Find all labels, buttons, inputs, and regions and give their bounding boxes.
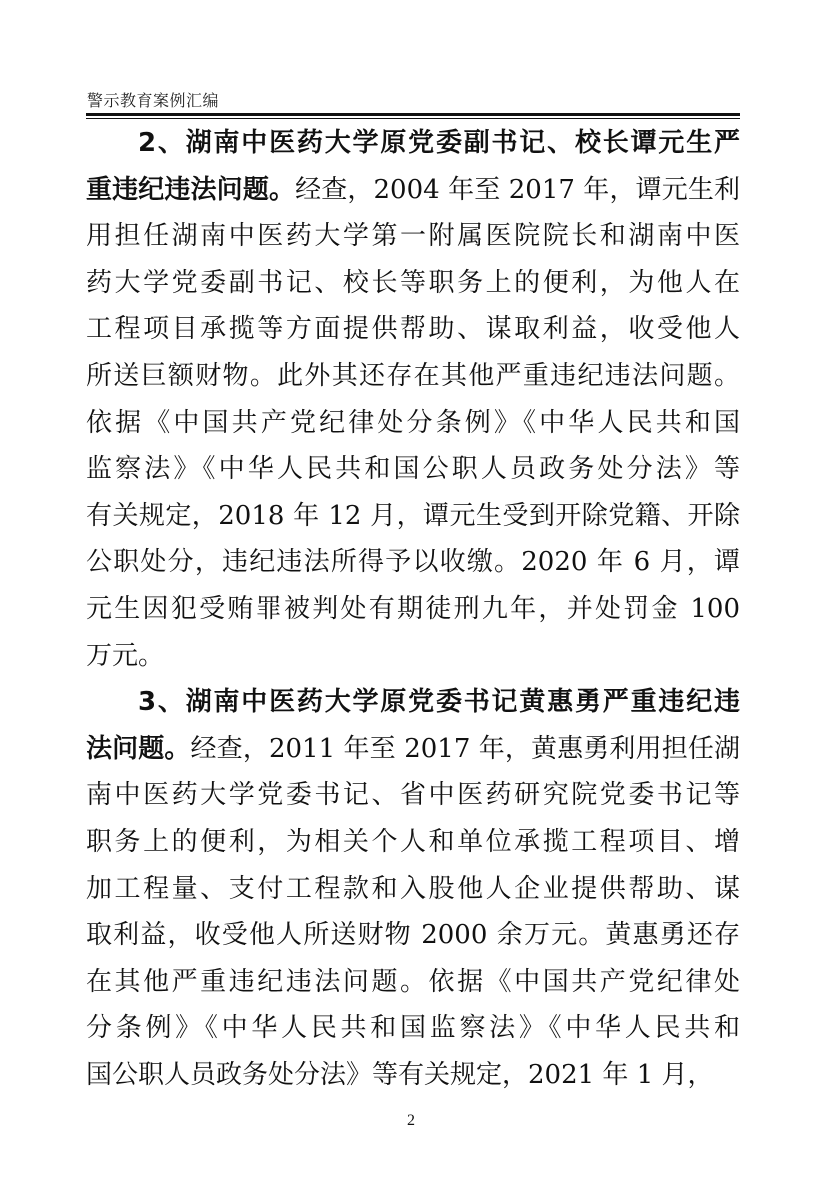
text-line: [86, 586, 740, 633]
line-text: 依据《中国共产党纪律处分条例》《中华人民共和国: [86, 407, 740, 438]
line-text: 所送巨额财物。此外其还存在其他严重违纪违法问题。: [86, 360, 740, 391]
line-text: 在其他严重违纪违法问题。依据《中国共产党纪律处: [86, 966, 740, 997]
line-text: 工程项目承揽等方面提供帮助、谋取利益，收受他人: [86, 314, 740, 345]
text-line: [86, 353, 740, 400]
text-line: [86, 866, 740, 913]
text-line: [86, 213, 740, 260]
line-text: 经查，2011 年至 2017 年，黄惠勇利用担任湖: [190, 733, 740, 764]
line-text: 国公职人员政务处分法》等有关规定，2021 年 1 月，: [86, 1059, 714, 1090]
line-text: 药大学党委副书记、校长等职务上的便利，为他人在: [86, 267, 740, 298]
text-line: [86, 679, 740, 726]
page-header: [86, 86, 740, 112]
text-line: [86, 633, 740, 680]
line-text: 南中医药大学党委书记、省中医药研究院党委书记等: [86, 780, 740, 811]
header-rule-thin: [86, 118, 740, 119]
text-line: [86, 539, 740, 586]
text-line: [86, 1052, 740, 1099]
line-text: 元生因犯受贿罪被判处有期徒刑九年，并处罚金 100: [86, 593, 740, 624]
line-text: 职务上的便利，为相关个人和单位承揽工程项目、增: [86, 826, 740, 857]
text-line: [86, 120, 740, 167]
document-body: [86, 120, 740, 1098]
text-line: [86, 1005, 740, 1052]
text-line: [86, 959, 740, 1006]
text-line: [86, 493, 740, 540]
text-line: [86, 819, 740, 866]
document-title: 警示教育案例汇编: [87, 91, 220, 110]
line-text: 监察法》《中华人民共和国公职人员政务处分法》等: [86, 454, 740, 485]
text-line: [86, 260, 740, 307]
text-line: [86, 400, 740, 447]
case-heading: 3、湖南中医药大学原党委书记黄惠勇严重违纪违: [138, 687, 740, 718]
line-text: 万元。: [86, 640, 165, 671]
text-line: [86, 167, 740, 214]
text-line: [86, 306, 740, 353]
text-line: [86, 726, 740, 773]
text-line: [86, 912, 740, 959]
case-heading: 2、湖南中医药大学原党委副书记、校长谭元生严: [138, 128, 740, 158]
line-text: 取利益，收受他人所送财物 2000 余万元。黄惠勇还存: [86, 920, 740, 951]
line-text: 公职处分，违纪违法所得予以收缴。2020 年 6 月，谭: [86, 547, 740, 578]
page-number: 2: [407, 1112, 415, 1129]
header-rule-thick: [86, 113, 740, 116]
line-text: 有关规定，2018 年 12 月，谭元生受到开除党籍、开除: [86, 500, 740, 531]
case-section-3: [86, 679, 740, 1098]
line-text: 分条例》《中华人民共和国监察法》《中华人民共和: [86, 1013, 740, 1044]
case-heading: 法问题。: [86, 733, 191, 764]
text-line: [86, 446, 740, 493]
case-section-2: [86, 120, 740, 679]
line-text: 用担任湖南中医药大学第一附属医院院长和湖南中医: [86, 221, 740, 252]
text-line: [86, 772, 740, 819]
line-text: 加工程量、支付工程款和入股他人企业提供帮助、谋: [86, 873, 740, 904]
case-heading: 重违纪违法问题。: [86, 174, 296, 205]
line-text: 经查，2004 年至 2017 年，谭元生利: [295, 174, 740, 205]
